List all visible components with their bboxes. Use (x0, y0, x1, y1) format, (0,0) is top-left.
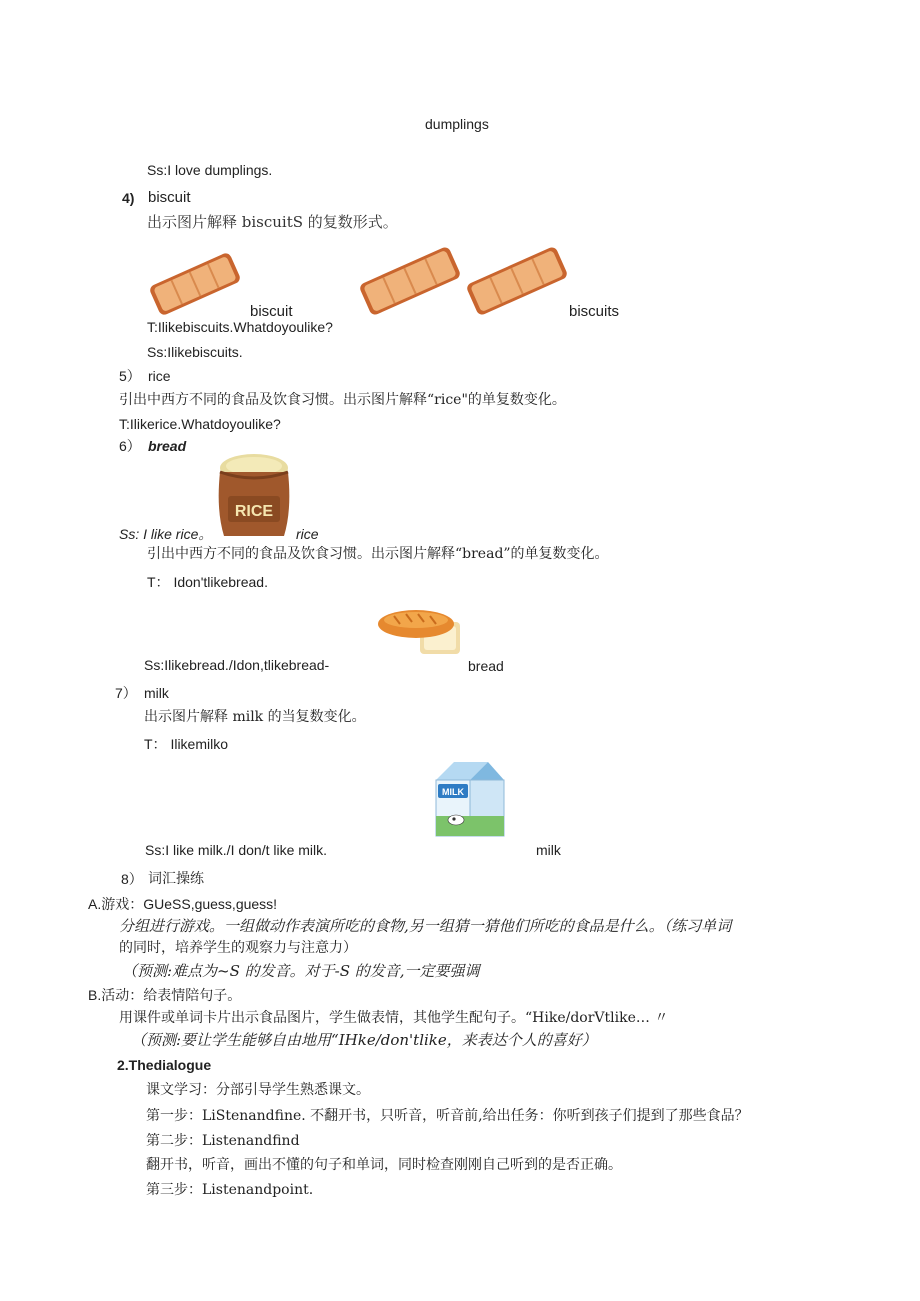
step-3-line: 第三步：Listenandpoint. (146, 1182, 314, 1198)
step-2-line: 第二步：Listenandfind (146, 1133, 300, 1149)
ss-bread-line: Ss:Ilikebread./Idon,tlikebread- (144, 657, 330, 673)
ss-dumplings-line: Ss:I love dumplings. (147, 162, 273, 178)
biscuit-image (145, 250, 245, 318)
dumplings-caption: dumplings (425, 116, 489, 132)
item-number-4: 4) (122, 190, 135, 206)
ss-rice-line: Ss: I like rice。 (119, 526, 213, 542)
biscuit-caption: biscuit (250, 303, 293, 320)
teacher-bread-line: T： Idon'tlikebread. (147, 574, 268, 590)
prediction-line-1: （预测:难点为~S 的发音。对于-S 的发音,一定要强调 (122, 962, 480, 980)
step-2-description: 翻开书，听音，画出不懂的句子和单词，同时检查刚刚自己听到的是否正确。 (146, 1157, 622, 1173)
prediction-line-2: （预测:要让学生能够自由地用“IHke/don'tlike，来表达个人的喜好） (131, 1031, 597, 1049)
item-number-6: 6） (119, 438, 141, 454)
biscuit-heading: biscuit (148, 189, 191, 206)
drill-heading: 词汇操练 (148, 871, 204, 887)
rice-explanation: 引出中西方不同的食品及饮食习惯。出示图片解释“rice"的单复数变化。 (119, 392, 566, 408)
biscuit-explanation: 出示图片解释 biscuitS 的复数形式。 (147, 213, 398, 231)
ss-milk-line: Ss:I like milk./I don/t like milk. (145, 842, 328, 858)
milk-heading: milk (144, 685, 169, 701)
teacher-rice-line: T:Ilikerice.Whatdoyoulike? (119, 416, 281, 432)
text-study-line: 课文学习：分部引导学生熟悉课文。 (146, 1082, 370, 1098)
biscuits-caption: biscuits (569, 303, 620, 320)
milk-explanation: 出示图片解释 milk 的当复数变化。 (144, 709, 366, 725)
milk-caption: milk (536, 842, 561, 858)
activity-heading: B.活动：给表情陪句子。 (88, 987, 242, 1003)
bread-caption: bread (468, 658, 504, 674)
milk-carton-image (428, 758, 510, 840)
rice-sack-label: RICE (234, 503, 274, 520)
teacher-milk-line: T： Ilikemilko (144, 736, 229, 752)
item-number-8: 8） (121, 871, 143, 887)
rice-sack-image (214, 450, 294, 542)
milk-carton-label: MILK (442, 787, 464, 797)
rice-caption: rice (296, 526, 319, 542)
bread-image (376, 604, 466, 656)
ss-biscuits-line: Ss:Ilikebiscuits. (147, 344, 243, 360)
rice-heading: rice (148, 368, 171, 384)
game-heading: A.游戏：GUeSS,guess,guess! (88, 896, 278, 912)
activity-description: 用课件或单词卡片出示食品图片，学生做表情，其他学生配句子。“Hike/dorVtlike… 〃 (119, 1010, 669, 1026)
teacher-biscuits-line: T:Ilikebiscuits.Whatdoyoulike? (147, 319, 333, 335)
bread-heading: bread (148, 438, 187, 454)
game-description-line-2: 的同时，培养学生的观察力与注意力） (119, 940, 357, 956)
biscuit-image-2 (355, 245, 465, 317)
bread-explanation: 引出中西方不同的食品及饮食习惯。出示图片解释“bread”的单复数变化。 (147, 546, 609, 562)
game-description-line-1: 分组进行游戏。一组做动作表演所吃的食物,另一组猜一猜他们所吃的食品是什么。（练习单词 (119, 917, 732, 935)
item-number-7: 7） (115, 685, 137, 701)
step-1-line: 第一步：LiStenandfine. 不翻开书，只听音，听音前,给出任务：你听到孩子们提到了那些食品？ (146, 1108, 749, 1124)
item-number-5: 5） (119, 368, 141, 384)
dialogue-heading: 2.Thedialogue (117, 1057, 212, 1073)
biscuit-image-3 (462, 245, 572, 317)
